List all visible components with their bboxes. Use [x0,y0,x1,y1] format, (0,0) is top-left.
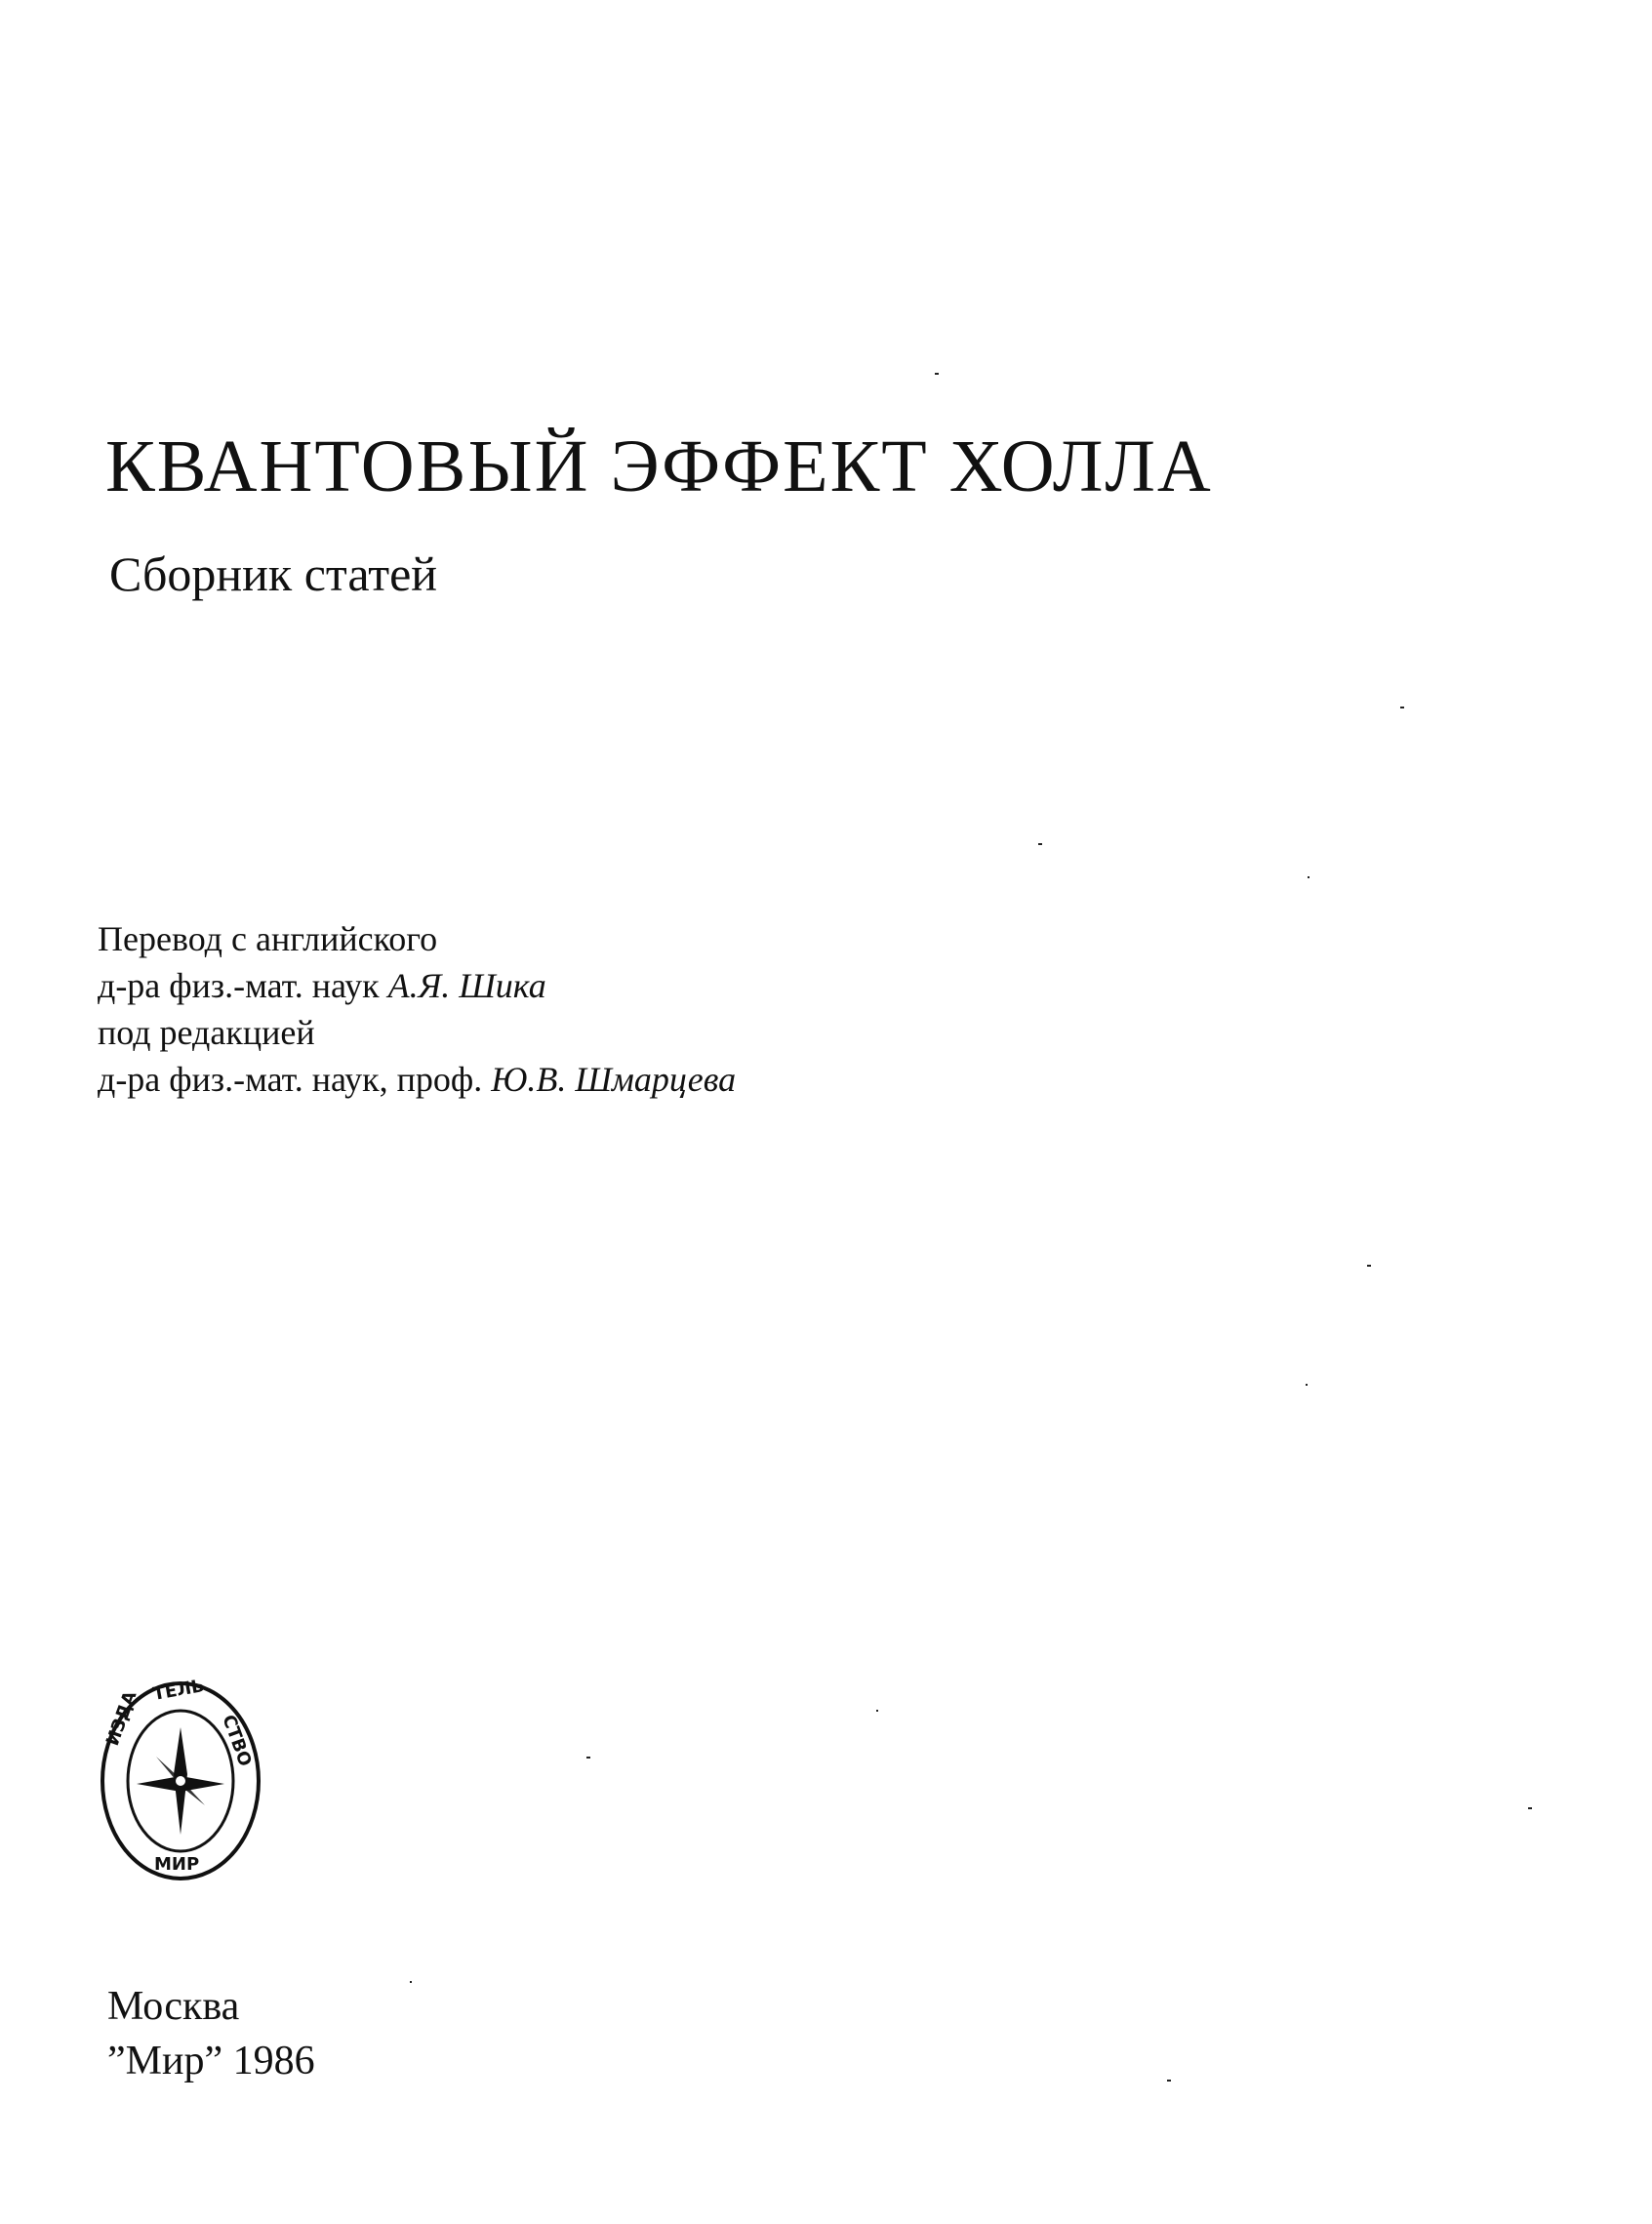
book-subtitle: Сборник статей [109,546,438,601]
scan-speck [1367,1265,1371,1267]
scan-speck [586,1757,590,1759]
scan-speck [1038,843,1042,845]
svg-text:МИР: МИР [154,1854,200,1875]
scan-speck [1528,1807,1532,1809]
imprint [107,1979,315,2088]
translator-degree: д-ра физ.-мат. наук [98,966,380,1005]
editor-name: Ю.В. Шмарцева [491,1060,737,1099]
scan-speck [410,1981,412,1983]
translator-name: А.Я. Шика [387,966,546,1005]
translation-credits [98,915,736,1103]
credits-line-translation: Перевод с английского [98,919,438,958]
svg-text:ТЕЛЬ: ТЕЛЬ [151,1678,207,1705]
credits-line-translator [98,962,736,1009]
imprint-city: Москва [107,1984,240,2029]
credits-line-editor [98,1056,736,1103]
credits-line-editorship: под редакцией [98,1013,315,1052]
scan-speck [1167,2080,1171,2082]
svg-text:СТВО: СТВО [218,1712,256,1769]
scan-speck [935,373,939,375]
scan-speck [1308,876,1310,878]
imprint-publisher-year: ”Мир” 1986 [107,2039,315,2083]
svg-text:ИЗДА: ИЗДА [101,1688,141,1749]
scan-speck [1400,707,1404,708]
publisher-seal-icon [98,1678,263,1883]
scan-speck [1306,1384,1308,1386]
scan-speck [876,1710,878,1712]
book-title: КВАНТОВЫЙ ЭФФЕКТ ХОЛЛА [105,425,1213,507]
editor-degree: д-ра физ.-мат. наук, проф. [98,1060,483,1099]
